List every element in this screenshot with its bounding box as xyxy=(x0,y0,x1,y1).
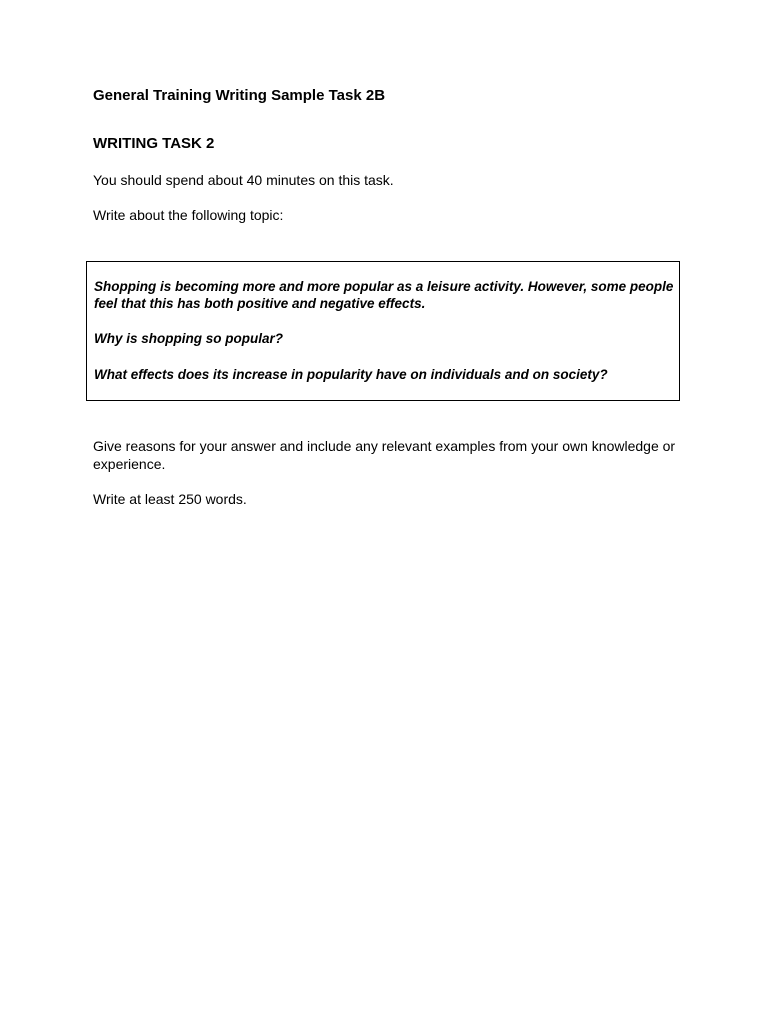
task-heading: WRITING TASK 2 xyxy=(93,135,215,152)
answer-instruction: Give reasons for your answer and include any relevant examples from your own knowledge or experience. xyxy=(93,438,676,472)
word-count-instruction: Write at least 250 words. xyxy=(93,491,247,507)
topic-question-popularity: Why is shopping so popular? xyxy=(94,331,283,346)
topic-box xyxy=(86,261,680,401)
topic-statement: Shopping is becoming more and more popular as a leisure activity. However, some people feel that this has both positive and negative effects. xyxy=(94,279,674,311)
topic-intro: Write about the following topic: xyxy=(93,207,284,223)
time-instruction: You should spend about 40 minutes on this task. xyxy=(93,172,394,188)
document-title: General Training Writing Sample Task 2B xyxy=(93,87,386,104)
topic-question-effects: What effects does its increase in popularity have on individuals and on society? xyxy=(94,367,608,382)
